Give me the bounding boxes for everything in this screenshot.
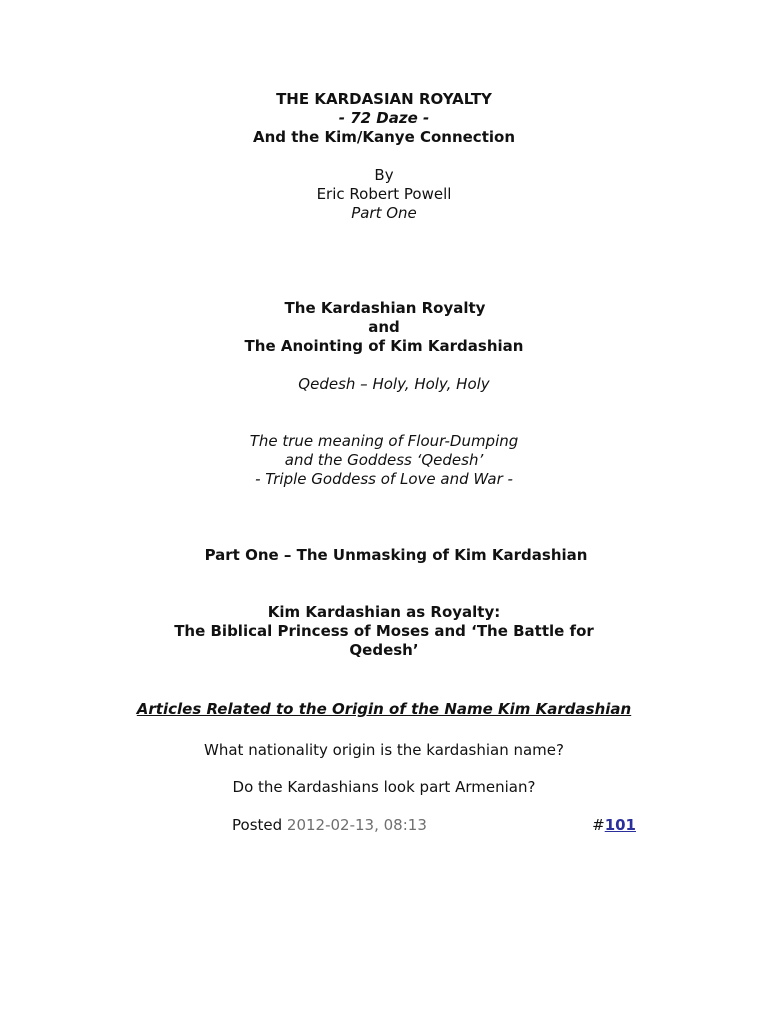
- royalty-heading-line-3: Qedesh’: [349, 641, 419, 659]
- meaning-line-1: The true meaning of Flour-Dumping: [249, 432, 519, 450]
- royalty-heading-line-2: The Biblical Princess of Moses and ‘The Battle for: [174, 622, 594, 640]
- royalty-heading-line-1: Kim Kardashian as Royalty:: [267, 603, 501, 621]
- author-name: Eric Robert Powell: [316, 185, 452, 203]
- part-one-heading-text: Part One – The Unmasking of Kim Kardashian: [204, 546, 588, 564]
- section-heading-text-3: The Anointing of Kim Kardashian: [244, 337, 524, 355]
- articles-heading: Articles Related to the Origin of the Name Kim Kardashian: [136, 700, 632, 718]
- document-subtitle: - 72 Daze -: [338, 109, 430, 127]
- section-heading-line-3: [0, 337, 768, 356]
- part-label: Part One: [351, 204, 417, 222]
- section-heading-line-2: and: [368, 318, 400, 336]
- post-number: [592, 816, 636, 835]
- post-hash: #: [592, 816, 605, 834]
- posted-label: Posted: [232, 816, 283, 834]
- section-heading-text-1: The Kardashian Royalty: [284, 299, 486, 317]
- meaning-line-3: - Triple Goddess of Love and War -: [255, 470, 513, 488]
- post-date: 2012-02-13, 08:13: [286, 816, 427, 834]
- meaning-line-2: and the Goddess ‘Qedesh’: [284, 451, 484, 469]
- document-connection-line: And the Kim/Kanye Connection: [253, 128, 515, 146]
- document-title: THE KARDASIAN ROYALTY: [276, 90, 492, 108]
- post-meta-row: [232, 816, 636, 835]
- question-nationality: What nationality origin is the kardashian name?: [204, 741, 564, 759]
- part-one-heading: [0, 546, 768, 565]
- section-heading-line-1: [0, 299, 768, 318]
- byline-label: By: [374, 166, 394, 184]
- post-number-link[interactable]: 101: [604, 816, 636, 834]
- qedesh-tagline: [0, 375, 768, 394]
- question-armenian: Do the Kardashians look part Armenian?: [232, 778, 536, 796]
- qedesh-tagline-text: Qedesh – Holy, Holy, Holy: [298, 375, 490, 393]
